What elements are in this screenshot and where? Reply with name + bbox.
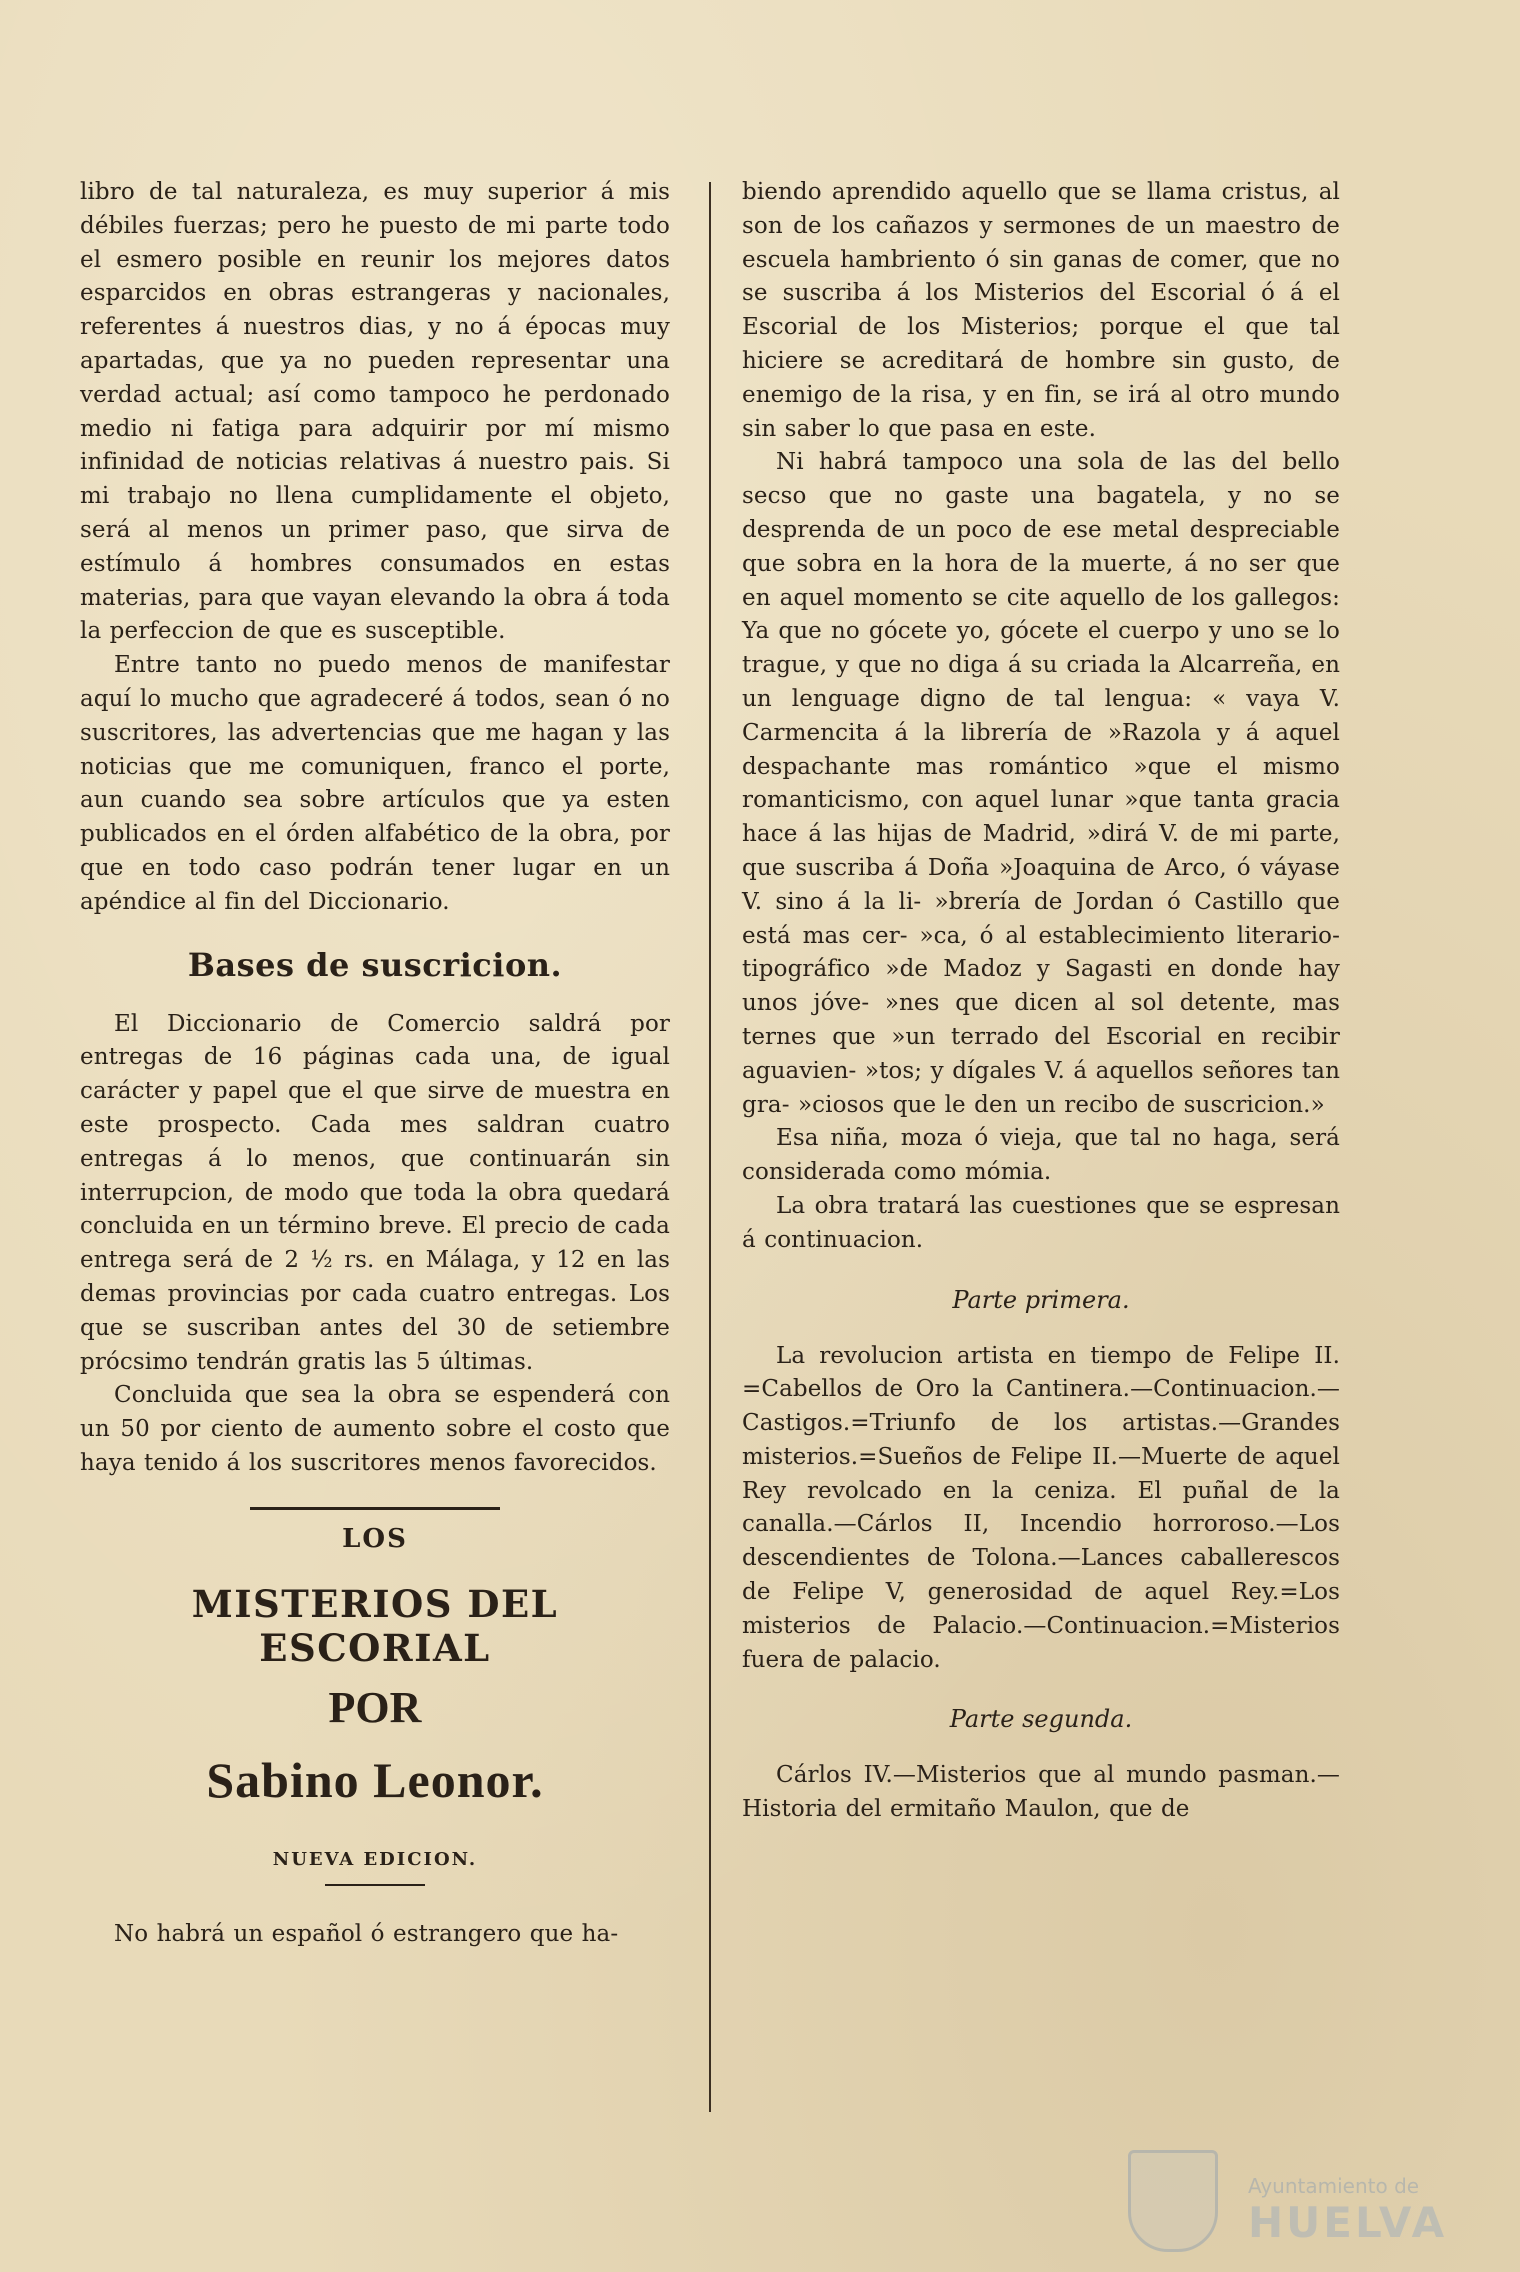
right-paragraph-3: Esa niña, moza ó vieja, que tal no haga, será considerada como mómia.	[742, 1125, 1340, 1186]
part-one-heading: Parte primera.	[952, 1285, 1130, 1314]
left-column	[80, 176, 670, 1951]
bases-heading: Bases de suscricion.	[187, 945, 563, 984]
edition-divider	[325, 1884, 425, 1886]
section-divider	[250, 1507, 500, 1510]
watermark-line2: HUELVA	[1248, 2198, 1448, 2247]
title-main: MISTERIOS DEL ESCORIAL	[191, 1581, 559, 1670]
closing-line: No habrá un español ó estrangero que ha-	[114, 1920, 619, 1947]
right-paragraph-2: Ni habrá tampoco una sola de las del bello secso que no gaste una bagatela, y no se desprenda de un poco de ese metal despreciable que sobra en la hora de la muerte, á no ser que en aquel momento se cite aquello de los gallegos: Ya que no gócete yo, gócete el cuerpo y uno se lo trague, y que no diga á su criada la Alcarreña, en un lenguage digno de tal lengua: « vaya V. Carmencita á la librería de »Razola y á aquel despachante mas romántico »que el mismo romanticismo, con aquel lunar »que tanta gracia hace á las hijas de Madrid, »dirá V. de mi parte, que suscriba á Doña »Joaquina de Arco, ó váyase V. sino á la li- »brería de Jordan ó Castillo que está mas cer- »ca, ó al establecimiento literario-tipográfico »de Madoz y Sagasti en donde hay unos jóve- »nes que dicen al sol detente, mas ternes que »un terrado del Escorial en recibir aguavien- »tos; y dígales V. á aquellos señores tan gra- »ciosos que le den un recibo de suscricion.»	[742, 449, 1340, 1118]
edition-label: NUEVA EDICION.	[272, 1848, 478, 1870]
bases-paragraph-1: El Diccionario de Comercio saldrá por entregas de 16 páginas cada una, de igual carácter y papel que el que sirve de muestra en este prospecto. Cada mes saldran cuatro entregas á lo menos, que continuarán sin interrupcion, de modo que toda la obra quedará concluida en un término breve. El precio de cada entrega será de 2 ½ rs. en Málaga, y 12 en las demas provincias por cada cuatro entregas. Los que se suscriban antes del 30 de setiembre prócsimo tendrán gratis las 5 últimas.	[80, 1010, 670, 1375]
right-paragraph-1: biendo aprendido aquello que se llama cristus, al son de los cañazos y sermones de un maestro de escuela hambriento ó sin ganas de comer, que no se suscriba á los Misterios del Escorial ó á el Escorial de los Misterios; porque el que tal hiciere se acreditará de hombre sin gusto, de enemigo de la risa, y en fin, se irá al otro mundo sin saber lo que pasa en este.	[742, 179, 1340, 442]
title-author: Sabino Leonor.	[206, 1751, 544, 1808]
intro-paragraph: libro de tal naturaleza, es muy superior á mis débiles fuerzas; pero he puesto de mi parte todo el esmero posible en reunir los mejores datos esparcidos en obras estrangeras y nacionales, referentes á nuestros dias, y no á épocas muy apartadas, que ya no pueden representar una verdad actual; así como tampoco he perdonado medio ni fatiga para adquirir por mí mismo infinidad de noticias relativas á nuestro pais. Si mi trabajo no llena cumplidamente el objeto, será al menos un primer paso, que sirva de estímulo á hombres consumados en estas materias, para que vayan elevando la obra á toda la perfeccion de que es susceptible.	[80, 179, 670, 645]
title-los: LOS	[342, 1523, 408, 1554]
bases-paragraph-2: Concluida que sea la obra se espenderá con un 50 por ciento de aumento sobre el costo que haya tenido á los suscritores menos favorecidos.	[80, 1382, 670, 1476]
part-one-text: La revolucion artista en tiempo de Felipe II. =Cabellos de Oro la Cantinera.—Continuacion.—Castigos.=Triunfo de los artistas.—Grandes misterios.=Sueños de Felipe II.—Muerte de aquel Rey revolcado en la ceniza. El puñal de la canalla.—Cárlos II, Incendio horroroso.—Los descendientes de Tolona.—Lances caballerescos de Felipe V, generosidad de aquel Rey.=Los misterios de Palacio.—Continuacion.=Misterios fuera de palacio.	[742, 1342, 1340, 1673]
column-rule	[709, 182, 711, 2112]
watermark	[1128, 2150, 1448, 2250]
acknowledgement-paragraph: Entre tanto no puedo menos de manifestar aquí lo mucho que agradeceré á todos, sean ó no suscritores, las advertencias que me hagan y las noticias que me comuniquen, franco el porte, aun cuando sea sobre artículos que ya esten publicados en el órden alfabético de la obra, por que en todo caso podrán tener lugar en un apéndice al fin del Diccionario.	[80, 652, 670, 915]
right-paragraph-4: La obra tratará las cuestiones que se espresan á continuacion.	[742, 1192, 1340, 1253]
part-two-text: Cárlos IV.—Misterios que al mundo pasman.—Historia del ermitaño Maulon, que de	[742, 1762, 1340, 1823]
title-por: POR	[328, 1682, 422, 1732]
huelva-crest-icon	[1128, 2150, 1218, 2252]
part-two-heading: Parte segunda.	[949, 1705, 1133, 1734]
watermark-line1: Ayuntamiento de	[1248, 2174, 1420, 2198]
right-column	[742, 176, 1340, 1827]
